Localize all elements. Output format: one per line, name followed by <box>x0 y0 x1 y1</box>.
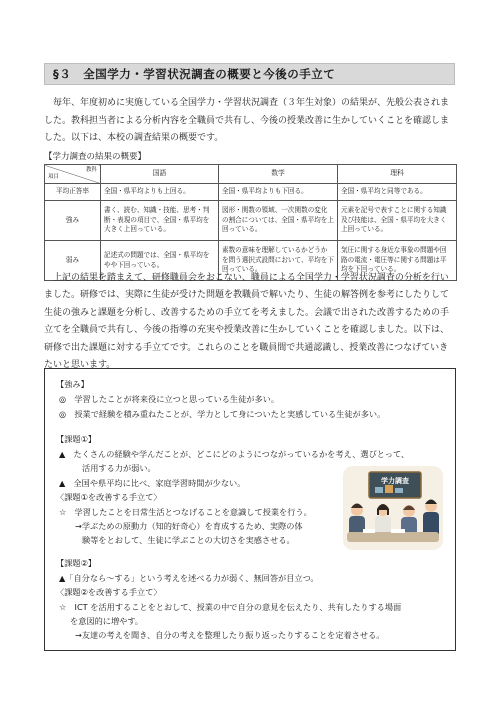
issue1-measure-sub: →学ぶための原動力（知的好奇心）を育成するため、実際の体 <box>75 521 303 531</box>
strength-item: ◎ 学習したことが将来役に立つと思っている生徒が多い。 <box>59 394 280 404</box>
person-left-icon <box>349 504 365 537</box>
issue2-heading: 【課題②】 <box>56 558 97 568</box>
table-caption: 【学力調査の結果の概要】 <box>44 152 147 162</box>
column-header-math: 数学 <box>219 165 338 184</box>
person-center-icon <box>375 504 391 534</box>
table-corner-cell <box>45 165 101 184</box>
issue2-measures-heading: 〈課題②を改善する手立て〉 <box>56 587 162 597</box>
row-label: 平均正答率 <box>45 184 101 201</box>
table-cell: 全国・県平均と同等である。 <box>338 184 457 201</box>
issue1-item: ▲ たくさんの経験や学んだことが、どこにどのようにつながっているかを考え、選びとって、 <box>59 449 410 459</box>
column-header-japanese: 国語 <box>101 165 219 184</box>
column-header-science: 理科 <box>338 165 457 184</box>
table-cell: 書く、読む、知識・技能、思考・判断・表現の項目で、全国・県平均を大きく上回っている。 <box>101 201 219 241</box>
intro-paragraph: 毎年、年度初めに実施している全国学力・学習状況調査（３年生対象）の結果が、先般公表されました。教科担当者による分析内容を全職員で共有し、今後の授業改善に生かしていくことを確認しました。以下は、本校の調査結果の概要です。 <box>44 98 450 143</box>
table-row-strengths <box>45 201 457 241</box>
issue2-measure-sub: →友達の考えを聞き、自分の考えを整理したり振り返ったりすることを定着させる。 <box>75 630 385 640</box>
strength-item: ◎ 授業で経験を積み重ねたことが、学力として身についたと実感している生徒が多い。 <box>59 409 386 419</box>
row-label: 弱み <box>45 241 101 281</box>
issue2-measure-cont: を意図的に増やす。 <box>70 616 144 626</box>
issue1-measures-heading: 〈課題①を改善する手立て〉 <box>56 492 162 502</box>
strengths-heading: 【強み】 <box>56 379 89 389</box>
row-label: 強み <box>45 201 101 241</box>
issue1-measure-sub-cont: 験等をとおして、生徒に学ぶことの大切さを実感させる。 <box>82 535 295 545</box>
issue1-measure: ☆ 学習したことを日常生活とつなげることを意識して授業を行う。 <box>59 507 312 517</box>
board-title: 学力調査 <box>381 477 409 485</box>
issue2-measure: ☆ ICT を活用することをとおして、授業の中で自分の意見を伝えたり、共有したりする場面 <box>59 602 402 612</box>
table-header-row <box>45 165 457 184</box>
issue1-heading: 【課題①】 <box>56 434 97 444</box>
table-cell: 素数の意味を理解しているかどうかを問う選択式設問において、平均を下回っている。 <box>219 241 338 281</box>
issue1-item: ▲ 全国や県平均に比べ、家庭学習時間が少ない。 <box>59 478 246 488</box>
table-cell: 全国・県平均よりも上回る。 <box>101 184 219 201</box>
table-cell: 図形・関数の領域、一次関数の変化の割合については、全国・県平均を上回っている。 <box>219 201 338 241</box>
table-cell: 全国・県平均よりも下回る。 <box>219 184 338 201</box>
analysis-paragraph: 上記の結果を踏まえて、研修職員会をおこない、職員による全国学力・学習状況調査の分析を行いました。研修では、実際に生徒が受けた問題を教職員で解いたり、生徒の解答例を参考にしたりして生徒の強みと課題を分析し、改善するための手立てを考えました。会議で出された改善するための手立てを全職員で共有し、今後の指導の充実や授業改善に生かしていくことを確認しました。以下は、研修で出た課題に対する手立てです。これらのことを職員間で共通認識し、授業改善につなげていきたいと思います。 <box>44 273 450 371</box>
table-cell: 記述式の問題では、全国・県平均をやや下回っている。 <box>101 241 219 281</box>
corner-item-label: 項目 <box>48 173 60 180</box>
corner-subject-label: 教科 <box>85 167 97 173</box>
table-cell: 元素を記号で表すことに関する知識及び技能は、全国・県平均を大きく上回っている。 <box>338 201 457 241</box>
table-row-average <box>45 184 457 201</box>
teachers-meeting-illustration <box>343 466 443 550</box>
issue2-item: ▲「自分なら～する」という考えを述べる力が弱く、無回答が目立つ。 <box>59 573 319 583</box>
section-title: §３ 全国学力・学習状況調査の概要と今後の手立て <box>44 63 455 85</box>
issue1-item-cont: 活用する力が弱い。 <box>82 463 156 473</box>
results-table <box>44 164 457 281</box>
table-cell: 気圧に関する身近な事象の問題や回路の電流・電圧等に関する問題は平均を下回っている。 <box>338 241 457 281</box>
